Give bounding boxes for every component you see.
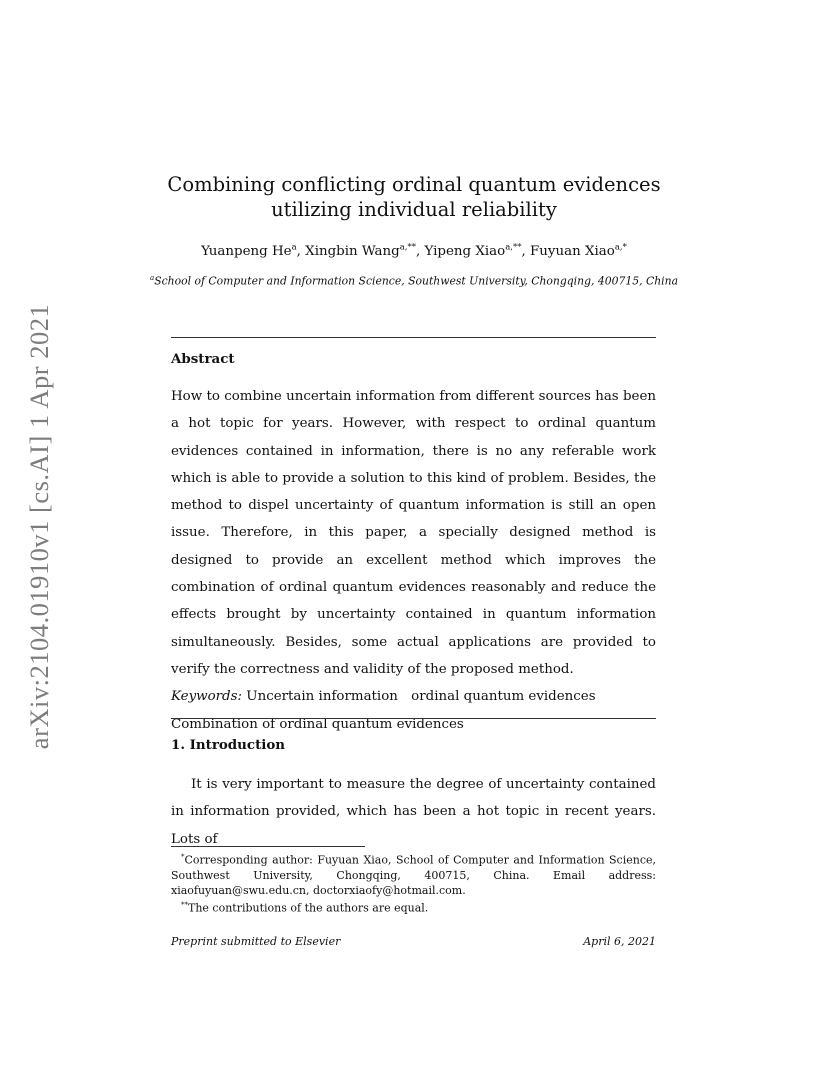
footnote-equal-contribution: **The contributions of the authors are equal. — [181, 900, 429, 915]
keywords-line-1 — [171, 683, 656, 710]
affiliation: $^a$School of Computer and Information Science, Southwest University, Chongqing, 400715, China — [150, 274, 679, 288]
abstract-text: How to combine uncertain information from different sources has been a hot topic for years. However, with respect to ordinal quantum evidences contained in information, there is no any referable work which is able to provide a solution to this kind of problem. Besides, the method to dispel uncertainty of quantum information is still an open issue. Therefore, in this paper, a specially designed method is designed to provide an excellent method which improves the combination of ordinal quantum evidences reasonably and reduce the effects brought by uncertainty contained in quantum information simultaneously. Besides, some actual applications are provided to verify the correctness and validity of the proposed method. — [171, 389, 656, 677]
title-line-2: utilizing individual reliability — [271, 198, 557, 221]
introduction-paragraph: It is very important to measure the degree of uncertainty contained in information provided, which has been a hot topic in recent years. Lots of — [171, 777, 656, 847]
footer-date: April 6, 2021 — [583, 935, 656, 948]
author: Fuyuan Xiao$^{a,*}$ — [530, 243, 627, 260]
footer-preprint-note: Preprint submitted to Elsevier — [171, 935, 341, 948]
author-list — [150, 243, 678, 259]
author: Yipeng Xiao$^{a,**}$, — [424, 243, 530, 260]
arxiv-id: arXiv:2104.01910v1 [cs.AI] 1 Apr 2021 — [24, 303, 55, 749]
title-line-1: Combining conflicting ordinal quantum evidences — [167, 173, 661, 196]
author: Yuanpeng He$^a$, — [201, 243, 306, 260]
footnotes — [171, 850, 656, 915]
abstract-top-rule — [171, 337, 656, 338]
arxiv-watermark — [15, 300, 65, 752]
keywords-label: Keywords: — [171, 689, 243, 705]
abstract-body — [171, 383, 656, 738]
footnote-rule — [171, 846, 365, 847]
paper-title — [150, 172, 678, 222]
keyword: Combination of ordinal quantum evidences — [171, 716, 464, 732]
section-heading-introduction: 1. Introduction — [171, 737, 286, 753]
abstract-bottom-rule — [171, 718, 656, 719]
keywords-line-2 — [171, 711, 656, 738]
keyword: Uncertain information — [246, 689, 398, 705]
keyword: ordinal quantum evidences — [411, 689, 596, 705]
footnote-corresponding-author: *Corresponding author: Fuyuan Xiao, School of Computer and Information Science, Southwest University, Chongqing, 400715, China. Email address: xiaofuyuan@swu.edu.cn, doctorxiaofy@hotmail.com. — [171, 853, 656, 897]
author: Xingbin Wang$^{a,**}$, — [305, 243, 425, 260]
abstract-heading: Abstract — [171, 351, 235, 367]
